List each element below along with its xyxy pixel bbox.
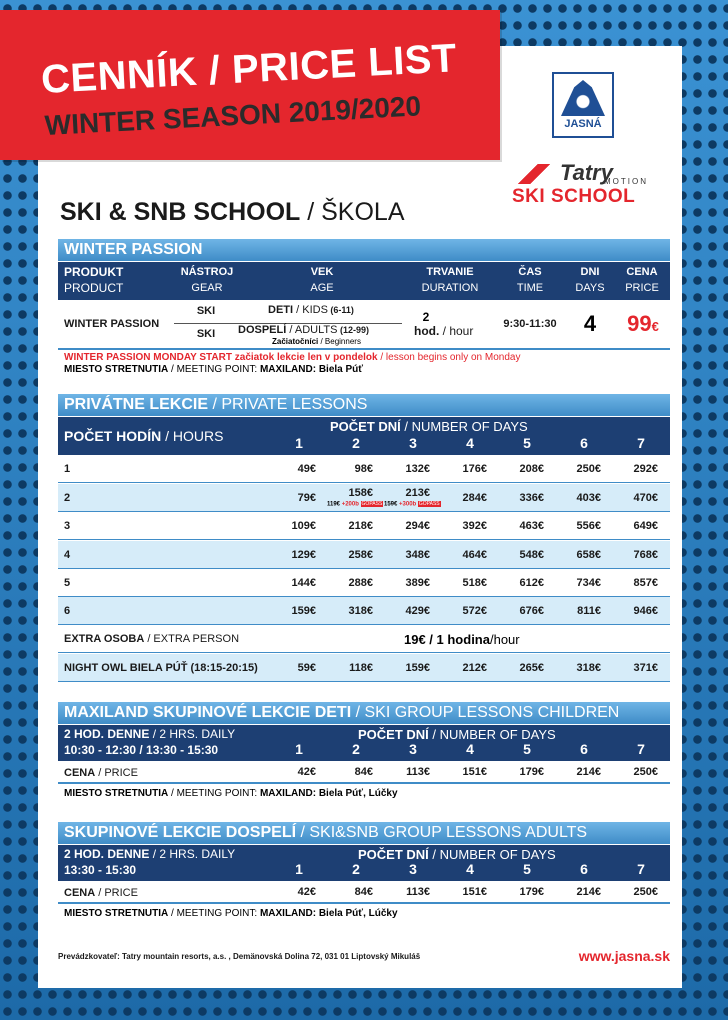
maxiland-title-thin: / SKI GROUP LESSONS CHILDREN [351, 704, 620, 721]
private-price-cell: 284€ [462, 492, 487, 504]
maxiland-price-cell: 179€ [519, 766, 544, 778]
private-title-thin: / PRIVATE LESSONS [208, 396, 368, 413]
private-row-6 [58, 597, 670, 625]
extra-bold: EXTRA OSOBA [64, 633, 145, 645]
private-price-cell: 556€ [576, 520, 601, 532]
adults-price-cell: 84€ [354, 886, 373, 898]
hours-thin: / HOURS [161, 428, 224, 444]
col-time-sk: ČAS [518, 266, 542, 278]
adults-days-thin: / NUMBER OF DAYS [428, 847, 556, 862]
meeting-label-bold: MIESTO STRETNUTIA [64, 364, 169, 375]
maxiland-price-cell: 151€ [462, 766, 487, 778]
private-price-cell: 463€ [519, 520, 544, 532]
days-label [330, 419, 528, 434]
private-price-cell: 403€ [576, 492, 601, 504]
private-price-cell: 158€ [348, 487, 373, 499]
col-age-sk: VEK [310, 266, 334, 278]
promo-note [384, 501, 441, 508]
age-adults-thin: / ADULTS [286, 324, 338, 336]
night-owl-price-cell: 371€ [633, 662, 658, 674]
school-title-bold: SKI & SNB SCHOOL [60, 198, 301, 226]
maxiland-day-4: 4 [466, 741, 474, 757]
age-adults-range: (12-99) [337, 325, 369, 335]
private-price-cell: 98€ [354, 463, 373, 475]
adults-day-1: 1 [295, 861, 303, 877]
maxiland-columns [58, 725, 670, 761]
promo-bonus: +200b [341, 501, 359, 508]
winter-passion-row [58, 300, 670, 350]
maxiland-hours-bold: 2 HOD. DENNE [64, 727, 150, 741]
maxiland-day-1: 1 [295, 741, 303, 757]
private-price-cell: 218€ [348, 520, 373, 532]
col-product-sk: PRODUKT [64, 265, 124, 279]
page-title: CENNÍK / PRICE LIST [40, 36, 458, 102]
private-price-cell: 389€ [405, 577, 430, 589]
col-duration-en: DURATION [421, 282, 479, 294]
night-owl-row [58, 654, 670, 682]
extra-person-row [58, 625, 670, 653]
age-adults [238, 324, 369, 336]
private-price-cell: 132€ [405, 463, 430, 475]
lesson-price-unit: € [651, 319, 659, 334]
col-product-en: PRODUCT [64, 281, 124, 295]
maxiland-meeting-bold: MIESTO STRETNUTIA [64, 788, 169, 799]
maxiland-day-7: 7 [637, 741, 645, 757]
lesson-price [618, 311, 668, 337]
private-row-hours: 1 [64, 463, 71, 475]
adults-meeting-bold: MIESTO STRETNUTIA [64, 908, 169, 919]
private-row-1 [58, 455, 670, 483]
private-price-cell: 109€ [291, 520, 316, 532]
skier-icon [512, 164, 556, 184]
adults-meeting-thin: / MEETING POINT: [168, 908, 260, 919]
private-price-cell: 429€ [405, 605, 430, 617]
col-days-sk: DNI [580, 266, 600, 278]
private-price-cell: 318€ [348, 605, 373, 617]
maxiland-price-cell: 42€ [297, 766, 316, 778]
adults-meeting-point [64, 908, 398, 919]
private-price-cell: 294€ [405, 520, 430, 532]
tatry-motion: MOTION [604, 177, 648, 186]
private-price-cell: 144€ [291, 577, 316, 589]
private-price-cell: 946€ [633, 605, 658, 617]
private-price-cell: 518€ [462, 577, 487, 589]
private-price-cell: 49€ [297, 463, 316, 475]
col-age-en: AGE [310, 282, 334, 294]
private-price-cell: 348€ [405, 549, 430, 561]
operator-info: Prevádzkovateľ: Tatry mountain resorts, a.s. , Demänovská Dolina 72, 031 01 Liptovský Mikuláš [58, 952, 421, 961]
col-duration-sk: TRVANIE [426, 266, 474, 278]
extra-value-thin: /hour [489, 632, 520, 647]
meeting-value: MAXILAND: Biela Púť [259, 364, 364, 375]
private-row-4 [58, 541, 670, 569]
note-thin: / lesson begins only on Monday [377, 352, 521, 363]
private-price-cell: 676€ [519, 605, 544, 617]
maxiland-price-bold: CENA [64, 767, 96, 779]
private-price-cell: 129€ [291, 549, 316, 561]
extra-thin: / EXTRA PERSON [144, 633, 240, 645]
col-time-en: TIME [516, 282, 544, 294]
private-price-cell: 734€ [576, 577, 601, 589]
gear-2: SKI [196, 328, 216, 340]
promo-price: 119€ [327, 501, 342, 508]
maxiland-times: 10:30 - 12:30 / 13:30 - 15:30 [64, 743, 219, 757]
gopass-badge: GOPASS [361, 501, 383, 507]
winter-passion-note [64, 352, 520, 363]
private-price-cell: 768€ [633, 549, 658, 561]
col-price-en: PRICE [625, 282, 659, 294]
extra-value-bold: 19€ / 1 hodina [404, 632, 490, 647]
maxiland-header [58, 702, 670, 724]
lesson-price-value: 99 [627, 311, 652, 336]
private-price-cell: 392€ [462, 520, 487, 532]
age-note-bold: Začiatočníci [272, 337, 319, 346]
adults-hours-bold: 2 HOD. DENNE [64, 847, 150, 861]
private-price-cell: 658€ [576, 549, 601, 561]
private-row-hours: 5 [64, 577, 71, 589]
duration-bold: hod. [414, 324, 440, 338]
adults-day-5: 5 [523, 861, 531, 877]
night-owl-price-cell: 118€ [349, 662, 373, 674]
private-price-cell: 649€ [633, 520, 658, 532]
adults-price-cell: 179€ [519, 886, 544, 898]
website-link[interactable]: www.jasna.sk [578, 948, 670, 964]
private-price-cell: 470€ [633, 492, 658, 504]
age-kids-range: (6-11) [327, 305, 354, 315]
day-2: 2 [352, 435, 360, 451]
maxiland-price-thin: / PRICE [95, 767, 138, 779]
product-name: WINTER PASSION [64, 318, 160, 330]
night-owl-price-cell: 59€ [297, 662, 316, 674]
gear-1: SKI [196, 305, 216, 317]
night-owl-price-cell: 318€ [576, 662, 601, 674]
day-6: 6 [580, 435, 588, 451]
adults-day-7: 7 [637, 861, 645, 877]
duration-num: 2 [422, 310, 430, 324]
footer [58, 948, 670, 968]
maxiland-meeting-point [64, 788, 398, 799]
private-columns [58, 417, 670, 455]
winter-passion-title: WINTER PASSION [64, 241, 203, 258]
lesson-time: 9:30-11:30 [503, 318, 557, 330]
maxiland-days-thin: / NUMBER OF DAYS [428, 727, 556, 742]
private-price-cell: 464€ [462, 549, 487, 561]
maxiland-price-cell: 84€ [354, 766, 373, 778]
col-price-sk: CENA [626, 266, 658, 278]
maxiland-days-bold: POČET DNÍ [358, 727, 429, 742]
duration-thin: / hour [439, 324, 474, 338]
private-price-cell: 159€ [291, 605, 316, 617]
col-gear-en: GEAR [191, 282, 223, 294]
maxiland-hours-thin: / 2 HRS. DAILY [149, 727, 236, 741]
adults-price-cell: 250€ [633, 886, 658, 898]
maxiland-price-label [64, 767, 138, 779]
maxiland-meeting-value: MAXILAND: Biela Púť, Lúčky [259, 788, 398, 799]
private-price-cell: 292€ [633, 463, 658, 475]
private-price-cell: 548€ [519, 549, 544, 561]
maxiland-meeting-thin: / MEETING POINT: [168, 788, 260, 799]
adults-price-cell: 214€ [576, 886, 601, 898]
private-row-hours: 6 [64, 605, 71, 617]
ski-school-logo-text: SKI SCHOOL [512, 186, 636, 207]
maxiland-price-cell: 113€ [406, 766, 430, 778]
note-bold: WINTER PASSION MONDAY START začiatok lekcie len v pondelok [64, 352, 378, 363]
maxiland-price-cell: 214€ [576, 766, 601, 778]
age-adults-note [272, 337, 361, 346]
private-price-cell: 612€ [519, 577, 544, 589]
days-thin: / NUMBER OF DAYS [400, 419, 528, 434]
duration [414, 324, 473, 338]
age-kids-bold: DETI [268, 304, 294, 316]
night-owl-price-cell: 212€ [462, 662, 487, 674]
winter-passion-meeting-point [64, 364, 363, 375]
adults-meeting-value: MAXILAND: Biela Púť, Lúčky [259, 908, 398, 919]
maxiland-title-bold: MAXILAND SKUPINOVÉ LEKCIE DETI [64, 704, 352, 721]
hours-label [64, 428, 223, 444]
private-price-cell: 79€ [297, 492, 316, 504]
adults-title-thin: / SKI&SNB GROUP LESSONS ADULTS [296, 824, 588, 841]
maxiland-hours [64, 727, 235, 741]
adults-price-bold: CENA [64, 887, 96, 899]
promo-bonus: +300b [399, 501, 417, 508]
tatry-ski-school-logo [512, 160, 656, 206]
maxiland-price-row [58, 762, 670, 784]
private-price-cell: 208€ [519, 463, 544, 475]
day-4: 4 [466, 435, 474, 451]
maxiland-day-2: 2 [352, 741, 360, 757]
private-row-hours: 2 [64, 492, 71, 504]
tatry-brand: Tatry [560, 160, 613, 185]
days-bold: POČET DNÍ [330, 419, 401, 434]
col-gear-sk: NÁSTROJ [180, 266, 234, 278]
private-row-2 [58, 484, 670, 512]
private-price-cell: 288€ [348, 577, 373, 589]
promo-note [327, 501, 383, 508]
adults-price-cell: 151€ [462, 886, 487, 898]
private-price-cell: 572€ [462, 605, 487, 617]
mountain-sun-icon [561, 80, 605, 116]
day-1: 1 [295, 435, 303, 451]
private-price-cell: 250€ [576, 463, 601, 475]
adults-day-3: 3 [409, 861, 417, 877]
season-subtitle: WINTER SEASON 2019/2020 [44, 90, 422, 141]
private-price-cell: 213€ [405, 487, 430, 499]
day-5: 5 [523, 435, 531, 451]
age-kids [268, 304, 354, 316]
maxiland-day-3: 3 [409, 741, 417, 757]
private-row-hours: 4 [64, 549, 71, 561]
private-row-5 [58, 569, 670, 597]
adults-price-row [58, 882, 670, 904]
adults-day-4: 4 [466, 861, 474, 877]
maxiland-day-6: 6 [580, 741, 588, 757]
gopass-badge: GOPASS [418, 501, 440, 507]
age-note-thin: / Beginners [318, 337, 361, 346]
adults-price-cell: 113€ [406, 886, 430, 898]
day-3: 3 [409, 435, 417, 451]
age-adults-bold: DOSPELÍ [238, 324, 287, 336]
extra-person-value [404, 632, 520, 647]
maxiland-price-cell: 250€ [633, 766, 658, 778]
title-banner [0, 10, 500, 160]
col-days-en: DAYS [575, 282, 605, 294]
meeting-label-thin: / MEETING POINT: [168, 364, 260, 375]
adults-columns [58, 845, 670, 881]
private-price-cell: 176€ [462, 463, 487, 475]
private-price-cell: 258€ [348, 549, 373, 561]
adults-times: 13:30 - 15:30 [64, 863, 137, 877]
private-title-bold: PRIVÁTNE LEKCIE [64, 396, 209, 413]
school-title [60, 198, 405, 227]
school-title-thin: / ŠKOLA [300, 198, 405, 226]
private-price-cell: 857€ [633, 577, 658, 589]
night-owl-label: NIGHT OWL BIELA PÚŤ (18:15-20:15) [64, 662, 258, 674]
adults-header [58, 822, 670, 844]
private-lessons-header [58, 394, 670, 416]
winter-passion-columns [58, 262, 670, 300]
adults-price-label [64, 887, 138, 899]
private-price-cell: 811€ [577, 605, 601, 617]
age-kids-thin: / KIDS [293, 304, 328, 316]
adults-price-cell: 42€ [297, 886, 316, 898]
adults-days-label [358, 847, 556, 862]
promo-price: 159€ [384, 501, 400, 508]
private-price-cell: 336€ [519, 492, 544, 504]
adults-day-2: 2 [352, 861, 360, 877]
adults-price-thin: / PRICE [95, 887, 138, 899]
winter-passion-header [58, 239, 670, 261]
adults-days-bold: POČET DNÍ [358, 847, 429, 862]
day-7: 7 [637, 435, 645, 451]
adults-hours-thin: / 2 HRS. DAILY [149, 847, 236, 861]
adults-day-6: 6 [580, 861, 588, 877]
jasna-logo [552, 72, 614, 138]
lesson-days: 4 [583, 311, 597, 336]
extra-person-label [64, 633, 239, 645]
maxiland-days-label [358, 727, 556, 742]
night-owl-price-cell: 159€ [405, 662, 430, 674]
jasna-logo-text: JASNÁ [564, 118, 602, 130]
maxiland-day-5: 5 [523, 741, 531, 757]
night-owl-price-cell: 265€ [519, 662, 544, 674]
hours-bold: POČET HODÍN [64, 428, 162, 444]
private-row-hours: 3 [64, 520, 71, 532]
adults-title-bold: SKUPINOVÉ LEKCIE DOSPELÍ [64, 824, 297, 841]
adults-hours [64, 847, 235, 861]
private-row-3 [58, 512, 670, 540]
